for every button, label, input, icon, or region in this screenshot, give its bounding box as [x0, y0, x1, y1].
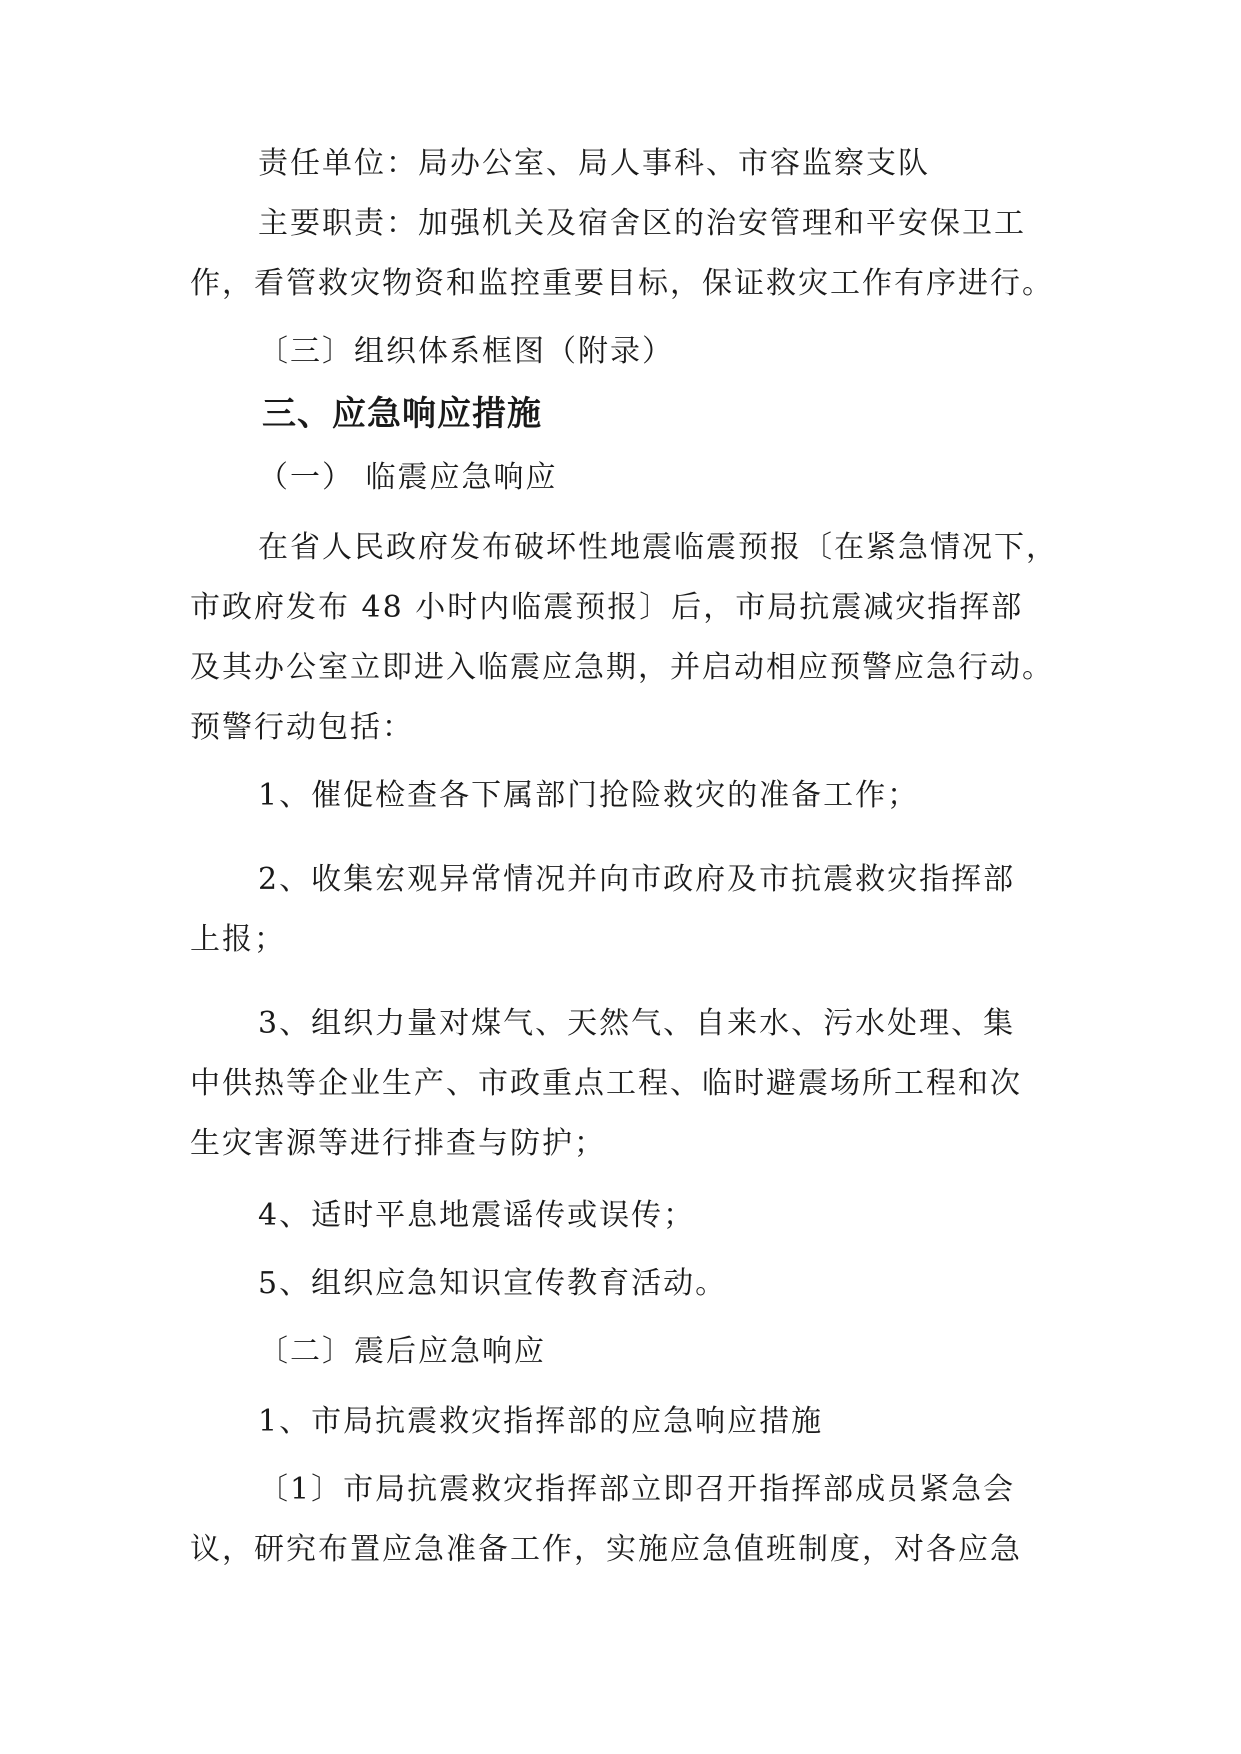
list-item: 3、组织力量对煤气、天然气、自来水、污水处理、集 [258, 1006, 1016, 1041]
list-item-continued: 上报； [190, 922, 286, 957]
list-item: 2、收集宏观异常情况并向市政府及市抗震救灾指挥部 [258, 862, 1016, 897]
responsible-units-line: 责任单位：局办公室、局人事科、市容监察支队 [258, 146, 930, 181]
paragraph-line: 在省人民政府发布破坏性地震临震预报〔在紧急情况下， [258, 530, 1058, 565]
main-duties-continued-line: 作，看管救灾物资和监控重要目标，保证救灾工作有序进行。 [190, 266, 1054, 301]
subsection-heading-pre-earthquake: （一） 临震应急响应 [258, 460, 558, 495]
numbered-heading: 1、市局抗震救灾指挥部的应急响应措施 [258, 1404, 824, 1439]
paragraph-line: 预警行动包括： [190, 710, 414, 745]
paragraph-line: 及其办公室立即进入临震应急期，并启动相应预警应急行动。 [190, 650, 1054, 685]
paragraph-line: 议，研究布置应急准备工作，实施应急值班制度，对各应急 [190, 1532, 1022, 1567]
list-item-continued: 生灾害源等进行排查与防护； [190, 1126, 606, 1161]
org-chart-reference: 〔三〕组织体系框图（附录） [258, 334, 674, 369]
list-item: 5、组织应急知识宣传教育活动。 [258, 1266, 728, 1301]
list-item-continued: 中供热等企业生产、市政重点工程、临时避震场所工程和次 [190, 1066, 1022, 1101]
list-item: 1、催促检查各下属部门抢险救灾的准备工作； [258, 778, 920, 813]
paragraph-line: 〔1〕市局抗震救灾指挥部立即召开指挥部成员紧急会 [258, 1472, 1016, 1507]
list-item: 4、适时平息地震谣传或误传； [258, 1198, 696, 1233]
paragraph-line: 市政府发布 48 小时内临震预报〕后，市局抗震减灾指挥部 [190, 590, 1024, 625]
main-duties-line: 主要职责：加强机关及宿舍区的治安管理和平安保卫工 [258, 206, 1026, 241]
section-heading-emergency-response: 三、应急响应措施 [262, 394, 542, 434]
subsection-heading-post-earthquake: 〔二〕震后应急响应 [258, 1334, 546, 1369]
